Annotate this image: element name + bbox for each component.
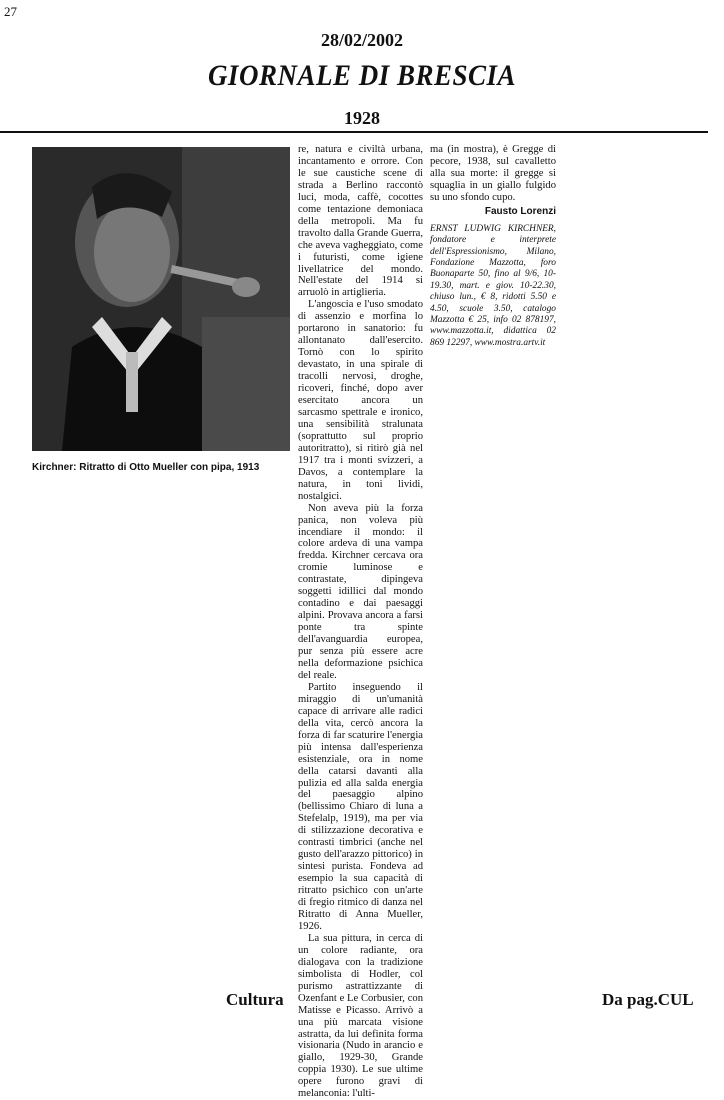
article-column-3 (430, 144, 556, 349)
page-number: 27 (4, 4, 17, 19)
paragraph: Partito inseguendo il miraggio di un'umanità capace di arrivare alle radici della vita, cercò ancora la forza di far scaturire l'energia più intensa dall'esperienza esistenziale, ora in nome della catarsi davanti alla pulizia ed alla salda energia del paesaggio alpino (bellissimo Chiaro di luna a Stefelalp, 1919), ma per via di stilizzazione decorativa e contrasti timbrici (anche nel gusto dell'arazzo pittorico) in sintesi purista. Fondeva ad esempio la sua capacità di ritratto psichico con un'arte di fregio ritmico di danza nel Ritratto di Anna Mueller, 1926. (298, 681, 423, 932)
newspaper-masthead: GIORNALE DI BRESCIA (207, 58, 517, 92)
article-column-2 (298, 144, 423, 1100)
paragraph: ma (in mostra), è Gregge di pecore, 1938, sul cavalletto alla sua morte: il gregge si squaglia in un giallo fulgido su uno sfondo cupo. (430, 144, 556, 203)
painting-image (32, 147, 290, 451)
paragraph: re, natura e civiltà urbana, incantamento e orrore. Con le sue caustiche scene di strada a Berlino raccontò luci, moda, caffè, cocottes come tentazione demoniaca della metropoli. Ma fu travolto dalla Grande Guerra, che aveva vagheggiato, come i futuristi, come igiene livellatrice del mondo. Nell'estate del 1914 si arruolò in artiglieria. (298, 144, 423, 299)
issue-date: 28/02/2002 (320, 30, 403, 50)
paragraph: La sua pittura, in cerca di un colore radiante, ora dialogava con la tradizione simbolista di Hodler, col purismo astrattizzante di Ozenfant e Le Corbusier, con Matisse e Picasso. Arrivò a una più marcata visione astratta, da lui definita forma visionaria (Nudo in arancio e giallo, 1929-30, Grande coppia 1930). Le sue ultime opere furono gravi di melanconia: l'ulti- (298, 932, 423, 1100)
paragraph: L'angoscia e l'uso smodato di assenzio e morfina lo portarono in sanatorio: fu allontanato dall'esercito. Tornò con lo spirito devastato, in una spirale di tracolli nervosi, droghe, ricoveri, finché, dopo aver esercitato ancora un sarcasmo spettrale e ironico, una sensibilità stralunata (soprattutto sul proprio autoritratto), si ritirò già nel 1917 tra i monti svizzeri, a Davos, a contemplare la natura, in toni lividi, nostalgici. (298, 299, 423, 502)
portrait-photo (32, 147, 290, 451)
paragraph: Non aveva più la forza panica, non voleva più incendiare il mondo: il colore ardeva di una vampa fredda. Kirchner cercava ora cromie luminose e contrastate, dipingeva soggetti idillici dal mondo contadino e dai paesaggi alpini. Provava ancora a farsi ponte tra spinte dell'avanguardia europea, pur senza più essere acre nella deformazione psichica del reale. (298, 502, 423, 681)
header-divider (0, 131, 708, 133)
article-heading-year: 1928 (344, 108, 380, 128)
author-byline: Fausto Lorenzi (484, 205, 556, 217)
section-label: Cultura (226, 990, 284, 1009)
exhibition-info: ERNST LUDWIG KIRCHNER, fondatore e interprete dell'Espressionismo, Milano, Fondazione Mazzotta, foro Buonaparte 50, fino al 9/6, 10-19.30, mart. e giov. 10-22.30, chiuso lun., € 8, ridotti 5.50 e 4.50, scuole 3.50, catalogo Mazzotta € 25, info 02 878197, www.mazzotta.it, didattica 02 869 12297, www.mostra.artv.it (430, 223, 556, 348)
continuation-label: Da pag.CUL (602, 990, 694, 1009)
photo-caption: Kirchner: Ritratto di Otto Mueller con pipa, 1913 (32, 462, 260, 473)
